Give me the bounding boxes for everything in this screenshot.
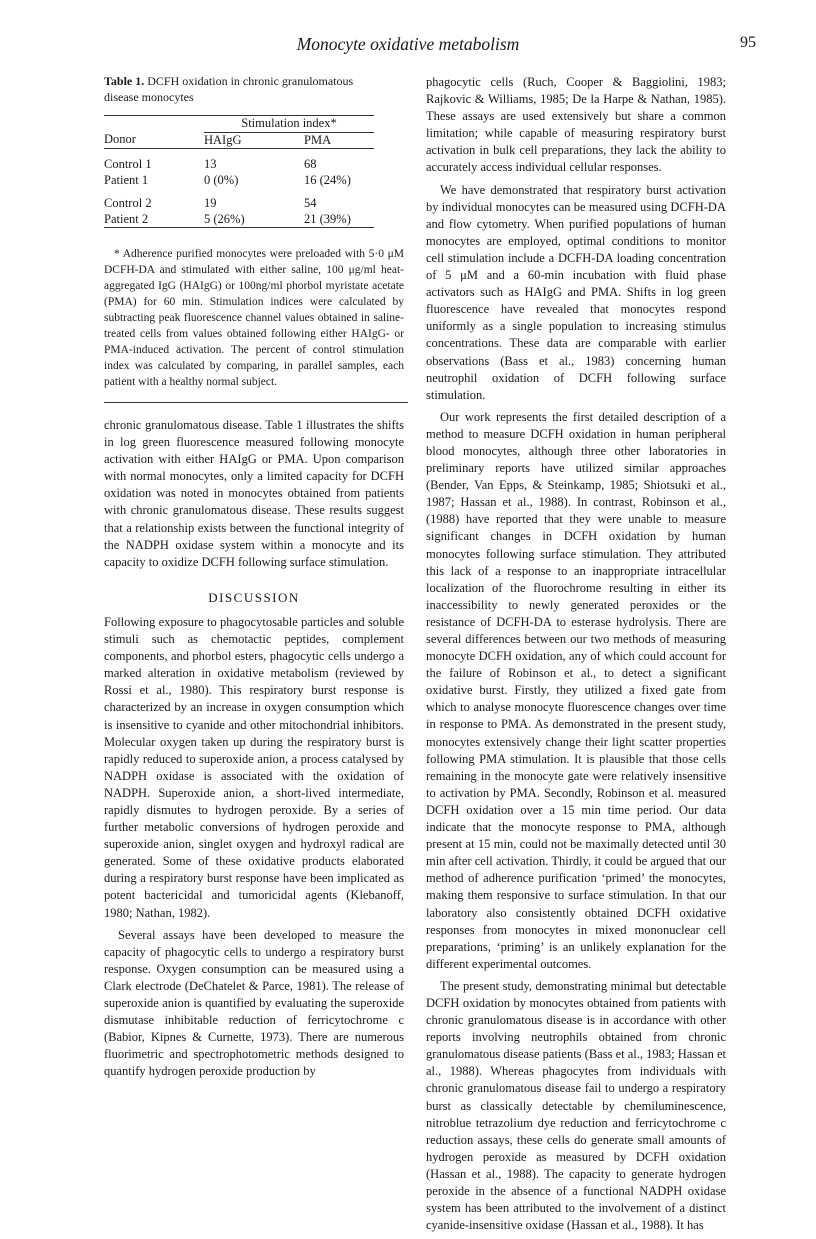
table-cell: 19 (204, 196, 217, 210)
table-cell: 54 (304, 196, 317, 210)
table-cell: 16 (24%) (304, 172, 351, 187)
table-cell: Control 1 (104, 157, 152, 171)
page-number: 95 (740, 34, 756, 51)
table-cell: 5 (26%) (204, 211, 245, 226)
table-row (104, 173, 374, 189)
table-cell: 21 (39%) (304, 211, 351, 226)
body-paragraph: The present study, demonstrating minimal but detectable DCFH oxidation by monocytes obtained from patients with chronic granulomatous disease is in accordance with other reports involving neutrophils obtained from chronic granulomatous disease patients (Bass et al., 1983; Hassan et al., 1988). Whereas phagocytes from individuals with chronic granulomatous disease fail to undergo a respiratory burst as classically detectable by chemiluminescence, nitroblue tetrazolium dye reduction and ferricytochrome c reduction assays, these cells do generate small amounts of hydrogen peroxide as measured by DCFH oxidation (Hassan et al., 1988). The capacity to generate hydrogen peroxide in the absence of a functional NADPH oxidase system has been attributed to the involvement of a distinct cyanide-insensitive oxidase (Hassan et al., 1988). It has (426, 978, 726, 1233)
body-paragraph: chronic granulomatous disease. Table 1 illustrates the shifts in log green fluorescence measured following monocyte activation with either HAIgG or PMA. Upon comparison with normal monocytes, only a limited capacity for DCFH oxidation was noted in monocytes obtained from patients with chronic granulomatous disease. These results suggest that a relationship exists between the functional integrity of the NADPH oxidase system within a monocyte and its capacity to oxidize DCFH following surface stimulation. (104, 418, 404, 569)
results-table (104, 115, 374, 234)
body-paragraph: phagocytic cells (Ruch, Cooper & Baggiolini, 1983; Rajkovic & Williams, 1985; De la Harpe & Nathan, 1985). These assays are used extensively but share a common limitation; while capable of measuring respiratory burst activation in bulk cell preparations, they lack the ability to accurately access individual cellular responses. (426, 75, 726, 175)
table-cell: 68 (304, 157, 317, 171)
table-group-header: Stimulation index* (241, 116, 337, 130)
table-cell: 0 (0%) (204, 172, 239, 187)
table-column-header: PMA (304, 132, 374, 149)
body-paragraph: Following exposure to phagocytosable particles and soluble stimuli such as chemotactic peptides, complement components, and phorbol esters, phagocytic cells undergo a marked alteration in oxidative metabolism (reviewed by Rossi et al., 1980). This respiratory burst response is characterized by an increase in oxygen consumption which is insensitive to cyanide and other mitochondrial inhibitors. Molecular oxygen taken up during the respiratory burst is rapidly reduced to superoxide anion, a process catalysed by NADPH oxidase is associated with the oxidation of NADPH. Superoxide anion, a short-lived intermediate, rapidly dismutes to hydrogen peroxide. By a series of further metabolic conversions of hydrogen peroxide and superoxide anion, singlet oxygen and hydroxyl radical are generated. Some of these oxidative products elaborated during a respiratory burst response have been implicated as potent bactericidal and tumoricidal agents (Klebanoff, 1980; Nathan, 1982). (104, 614, 404, 920)
table-cell: 13 (204, 157, 217, 171)
running-header-title: Monocyte oxidative metabolism (296, 34, 520, 54)
table-cell: Control 2 (104, 196, 152, 210)
table-column-header: HAIgG (204, 132, 304, 149)
body-paragraph: Our work represents the first detailed description of a method to measure DCFH oxidation in human peripheral blood monocytes, although three other laboratories in preliminary reports have utilized similar approaches (Bender, Van Epps, & Steinkamp, 1985; Shiotsuki et al., 1987; Hassan et al., 1988). In contrast, Robinson et al., (1988) have reported that they were unable to measure significant changes in DCFH oxidation by human monocytes following surface stimulation. They attributed this lack of a response to an inappropriate intracellular localization of the fluorochrome resulting in either its inaccessibility to newly generated peroxides or the resistance of DCFH-DA to esterase hydrolysis. There are several differences between our two methods of measuring monocyte DCFH oxidation, any of which could account for the failure of Robinson et al., to detect a significant oxidative burst. Firstly, they utilized a fixed gate from which to analyse monocyte fluorescence changes over time in response to PMA. As demonstrated in the present study, monocytes extensively change their light scatter properties following PMA stimulation. It is plausible that those cells remaining in the monocyte gate were relatively insensitive to activation by PMA. Secondly, Robinson et al. measured DCFH oxidation over a 15 min time period. Our data indicate that the monocyte response to PMA, although present at 15 min, could not be maximally detected until 30 min after cell activation. Thirdly, it could be argued that our method of adherence purification ‘primed’ the monocytes, making them responsive to surface stimulation. In that our laboratory also consistently obtained DCFH oxidative responses from monocytes in mixed mononuclear cell preparations, ‘priming’ is an unlikely explanation for the different experimental outcomes. (426, 409, 726, 971)
table-row (104, 196, 374, 212)
table-end-divider (104, 402, 408, 403)
body-paragraph: Several assays have been developed to measure the capacity of phagocytic cells to undergo a respiratory burst response. Oxygen consumption can be measured using a Clark electrode (DeChatelet & Parce, 1981). The release of superoxide anion is quantified by evaluating the superoxide dismutase inhibitable reduction of ferricytochrome c (Babior, Kipnes & Curnette, 1973). There are numerous fluorimetric and spectrophotometric methods designed to quantify hydrogen peroxide production by (104, 927, 404, 1079)
right-column (426, 74, 726, 1239)
table-row (104, 157, 374, 173)
left-column (104, 74, 404, 1085)
section-heading: DISCUSSION (208, 589, 300, 605)
body-paragraph: We have demonstrated that respiratory burst activation by individual monocytes can be measured using DCFH-DA and flow cytometry. When purified populations of human monocytes are employed, optimal conditions to monitor cell stimulation include a DCFH-DA loading concentration of 5 μM and a 60-min incubation with fluid phase activators such as HAIgG and PMA. Shifts in log green fluorescence have revealed that monocytes respond uniformly as a single population to increasing stimulus concentrations. These data are comparable with earlier observations (Bass et al., 1983) concerning human neutrophil oxidation of DCFH following surface stimulation. (426, 182, 726, 402)
table-caption-text: DCFH oxidation in chronic granulomatous disease monocytes (104, 74, 354, 104)
table-cell: Patient 2 (104, 211, 149, 226)
table-column-header: Donor (104, 132, 204, 149)
table-row (104, 212, 374, 228)
table-cell: Patient 1 (104, 172, 149, 187)
table-caption (104, 74, 404, 105)
table-footnote: * Adherence purified monocytes were preloaded with 5·0 μM DCFH-DA and stimulated with either saline, 100 μg/ml heat-aggregated IgG (HAIgG) or 100ng/ml phorbol myristate acetate (PMA) for 60 min. Stimulation indices were calculated by subtracting peak fluorescence channel values obtained in saline-treated cells from values obtained following either HAIgG- or PMA-induced activation. The percent of control stimulation index was calculated by comparing, in parallel samples, each patient with a healthy normal subject. (104, 248, 404, 388)
table-caption-label: Table 1. (104, 74, 145, 88)
